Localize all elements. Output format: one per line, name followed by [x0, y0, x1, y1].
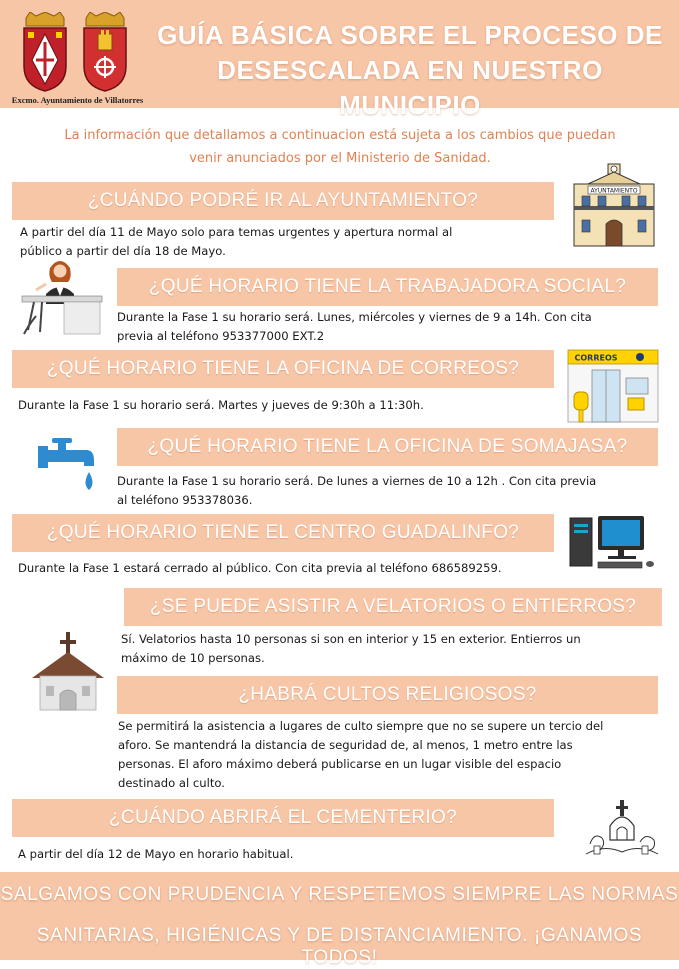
- question-banner-guadalinfo: ¿QUÉ HORARIO TIENE EL CENTRO GUADALINFO?: [12, 514, 554, 552]
- question-banner-correos: ¿QUÉ HORARIO TIENE LA OFICINA DE CORREOS?: [12, 350, 554, 388]
- answer-line: Se permitirá la asistencia a lugares de culto siempre que no se supere un tercio del: [118, 719, 604, 733]
- answer-line: máximo de 10 personas.: [121, 651, 265, 665]
- answer-trabajadora-social: [117, 308, 657, 346]
- town-hall-icon: [568, 162, 660, 248]
- answer-line: previa al teléfono 953377000 EXT.2: [117, 329, 325, 343]
- coat-of-arms-left-icon: [20, 12, 70, 92]
- answer-guadalinfo: [18, 559, 563, 578]
- question-banner-trabajadora-social: ¿QUÉ HORARIO TIENE LA TRABAJADORA SOCIAL?: [117, 268, 658, 306]
- answer-correos: [18, 396, 538, 415]
- answer-line: Durante la Fase 1 su horario será. Lunes, miércoles y viernes de 9 a 14h. Con cita: [117, 310, 592, 324]
- logo-caption: Excmo. Ayuntamiento de Villatorres: [11, 95, 144, 105]
- answer-line: A partir del día 11 de Mayo solo para temas urgentes y apertura normal al: [20, 225, 453, 239]
- answer-line: A partir del día 12 de Mayo en horario habitual.: [18, 847, 294, 861]
- water-tap-icon: [36, 432, 98, 496]
- answer-cultos: [118, 717, 658, 793]
- question-banner-somajasa: ¿QUÉ HORARIO TIENE LA OFICINA DE SOMAJASA?: [117, 428, 658, 466]
- answer-velatorios: [121, 630, 659, 668]
- page-title: [150, 18, 670, 123]
- page-title-line2: DESESCALADA EN NUESTRO MUNICIPIO: [217, 55, 603, 120]
- answer-line: Durante la Fase 1 su horario será. De lunes a viernes de 10 a 12h . Con cita previa: [117, 474, 597, 488]
- cemetery-icon: [584, 798, 660, 858]
- answer-line: Durante la Fase 1 estará cerrado al público. Con cita previa al teléfono 686589259.: [18, 561, 502, 575]
- answer-line: al teléfono 953378036.: [117, 493, 253, 507]
- footer-line2: SANITARIAS, HIGIÉNICAS Y DE DISTANCIAMIENTO. ¡GANAMOS TODOS!: [36, 925, 643, 968]
- answer-line: Sí. Velatorios hasta 10 personas si son en interior y 15 en exterior. Entierros un: [121, 632, 581, 646]
- computer-icon: [568, 514, 658, 572]
- town-hall-label: AYUNTAMIENTO: [590, 187, 638, 195]
- post-office-icon: [566, 348, 660, 424]
- post-office-label: CORREOS: [574, 353, 618, 363]
- answer-line: personas. El aforo máximo deberá publicarse en un lugar visible del espacio: [118, 757, 562, 771]
- intro-line1: La información que detallamos a continuacion está sujeta a los cambios que puedan: [64, 128, 616, 143]
- question-banner-ayuntamiento: ¿CUÁNDO PODRÉ IR AL AYUNTAMIENTO?: [12, 182, 554, 220]
- question-banner-velatorios: ¿SE PUEDE ASISTIR A VELATORIOS O ENTIERROS?: [124, 588, 662, 626]
- answer-line: aforo. Se mantendrá la distancia de seguridad de, al menos, 1 metro entre las: [118, 738, 573, 752]
- question-banner-cultos: ¿HABRÁ CULTOS RELIGIOSOS?: [117, 676, 658, 714]
- intro-line2: venir anunciados por el Ministerio de Sanidad.: [189, 151, 491, 166]
- answer-line: público a partir del día 18 de Mayo.: [20, 244, 226, 258]
- coat-of-arms-right-icon: [80, 12, 130, 92]
- answer-cementerio: [18, 845, 538, 864]
- answer-somajasa: [117, 472, 657, 510]
- page-title-line1: GUÍA BÁSICA SOBRE EL PROCESO DE: [157, 20, 663, 50]
- answer-line: Durante la Fase 1 su horario será. Martes y jueves de 9:30h a 11:30h.: [18, 398, 424, 412]
- chapel-icon: [30, 630, 106, 712]
- question-banner-cementerio: ¿CUÁNDO ABRIRÁ EL CEMENTERIO?: [12, 799, 554, 837]
- footer-line1: SALGAMOS CON PRUDENCIA Y RESPETEMOS SIEMPRE LAS NORMAS: [0, 884, 679, 905]
- social-worker-icon: [20, 256, 106, 338]
- answer-line: destinado al culto.: [118, 776, 225, 790]
- intro-note: [20, 124, 660, 170]
